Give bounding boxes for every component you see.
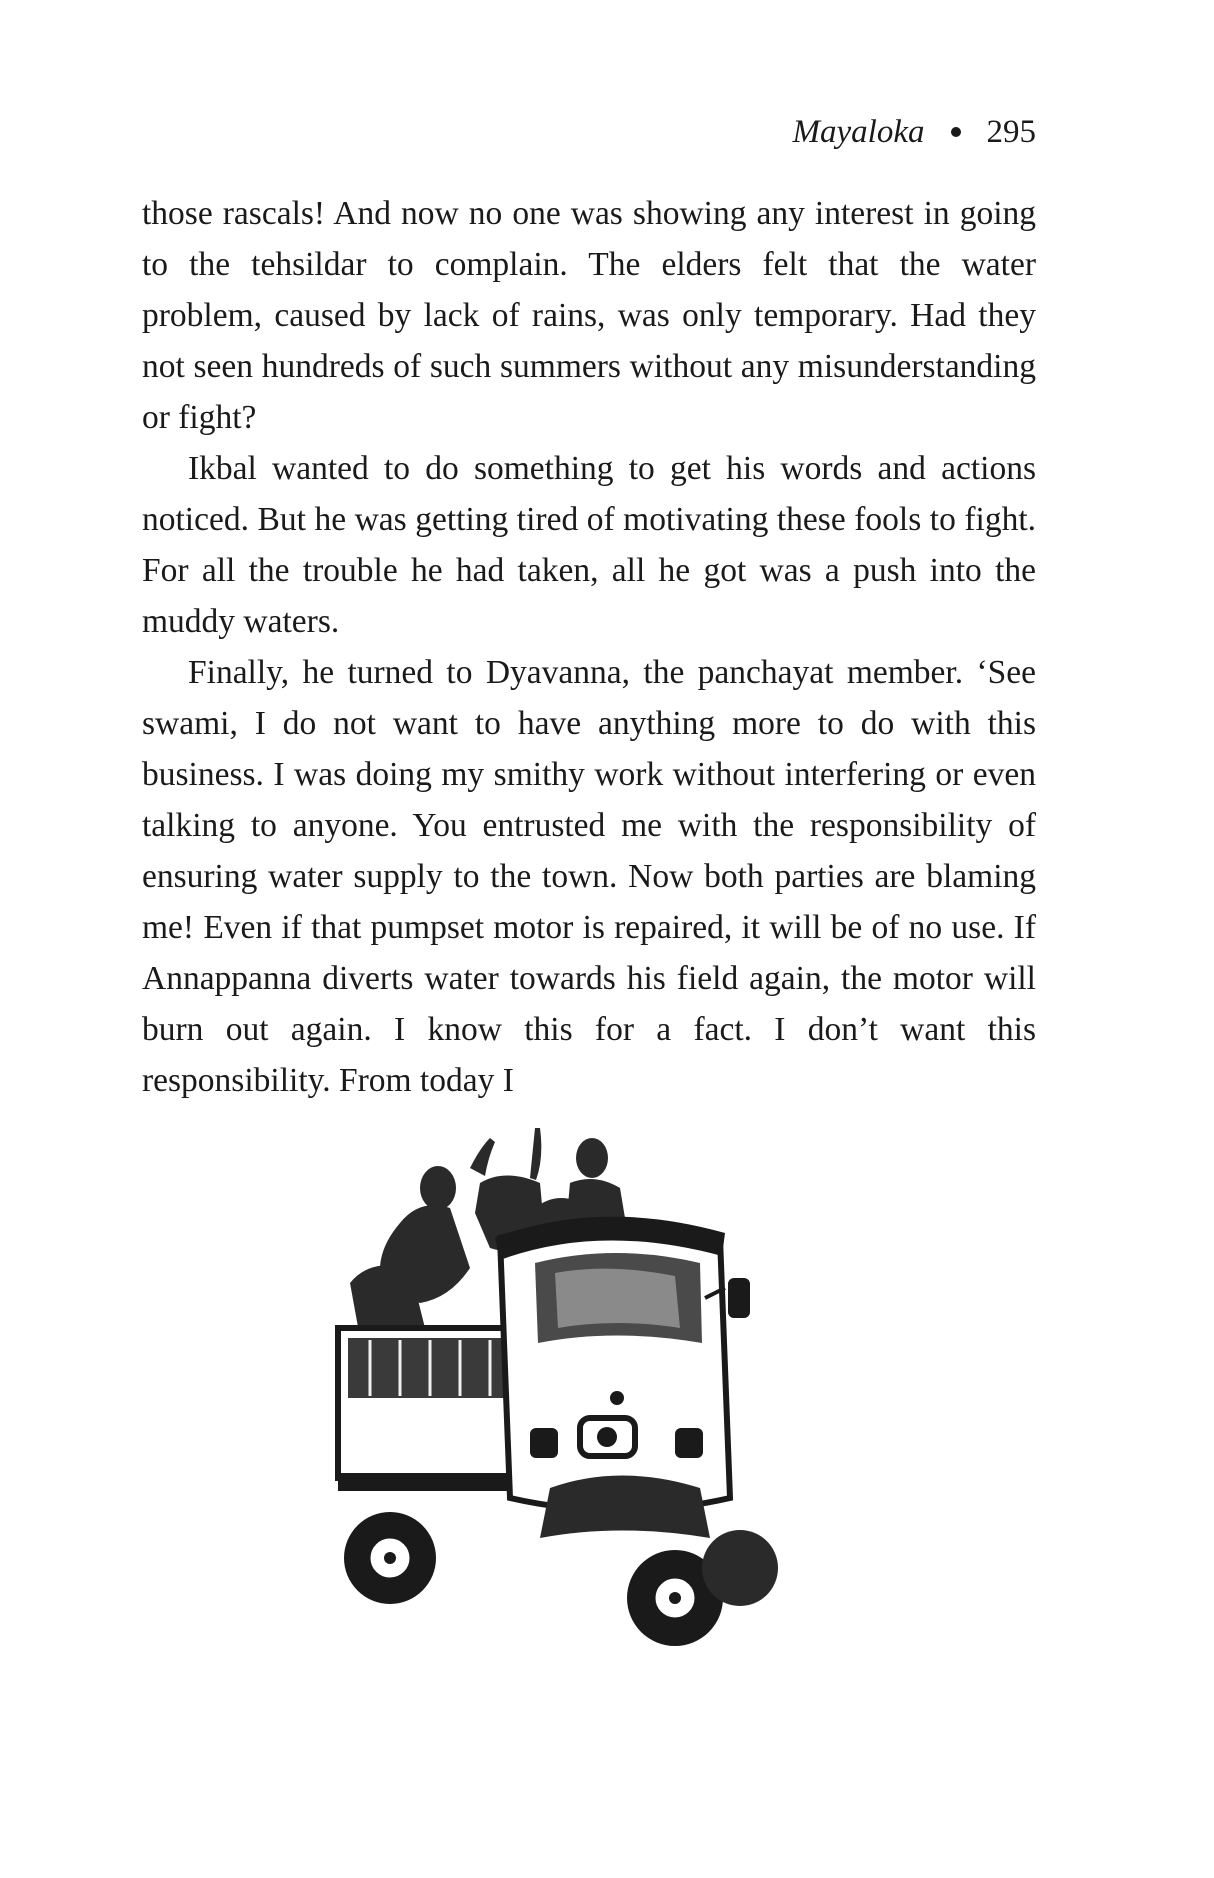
page-number: 295	[986, 114, 1036, 150]
bullet-separator-icon	[951, 127, 961, 137]
paragraph-1: those rascals! And now no one was showing any interest in going to the tehsildar to complain. The elders felt that the water problem, caused by lack of rains, was only temporary. Had they not seen hundreds of such summers without any misunderstanding or fight?	[142, 195, 1036, 436]
body-text	[142, 188, 1036, 1106]
running-head	[793, 112, 1036, 152]
paragraph-3: Finally, he turned to Dyavanna, the panchayat member. ‘See swami, I do not want to have anything more to do with this business. I was doing my smithy work without interfering or even talking to anyone. You entrusted me with the responsibility of ensuring water supply to the town. Now both parties are blaming me! Even if that pumpset motor is repaired, it will be of no use. If Annappanna diverts water towards his field again, the motor will burn out again. I know this for a fact. I don’t want this responsibility. From today I	[142, 654, 1036, 1099]
paragraph-2: Ikbal wanted to do something to get his words and actions noticed. But he was getting tired of motivating these fools to fight. For all the trouble he had taken, all he got was a push into the muddy waters.	[142, 450, 1036, 640]
auto-rickshaw-illustration-icon	[330, 1128, 850, 1688]
book-title: Mayaloka	[792, 114, 925, 150]
